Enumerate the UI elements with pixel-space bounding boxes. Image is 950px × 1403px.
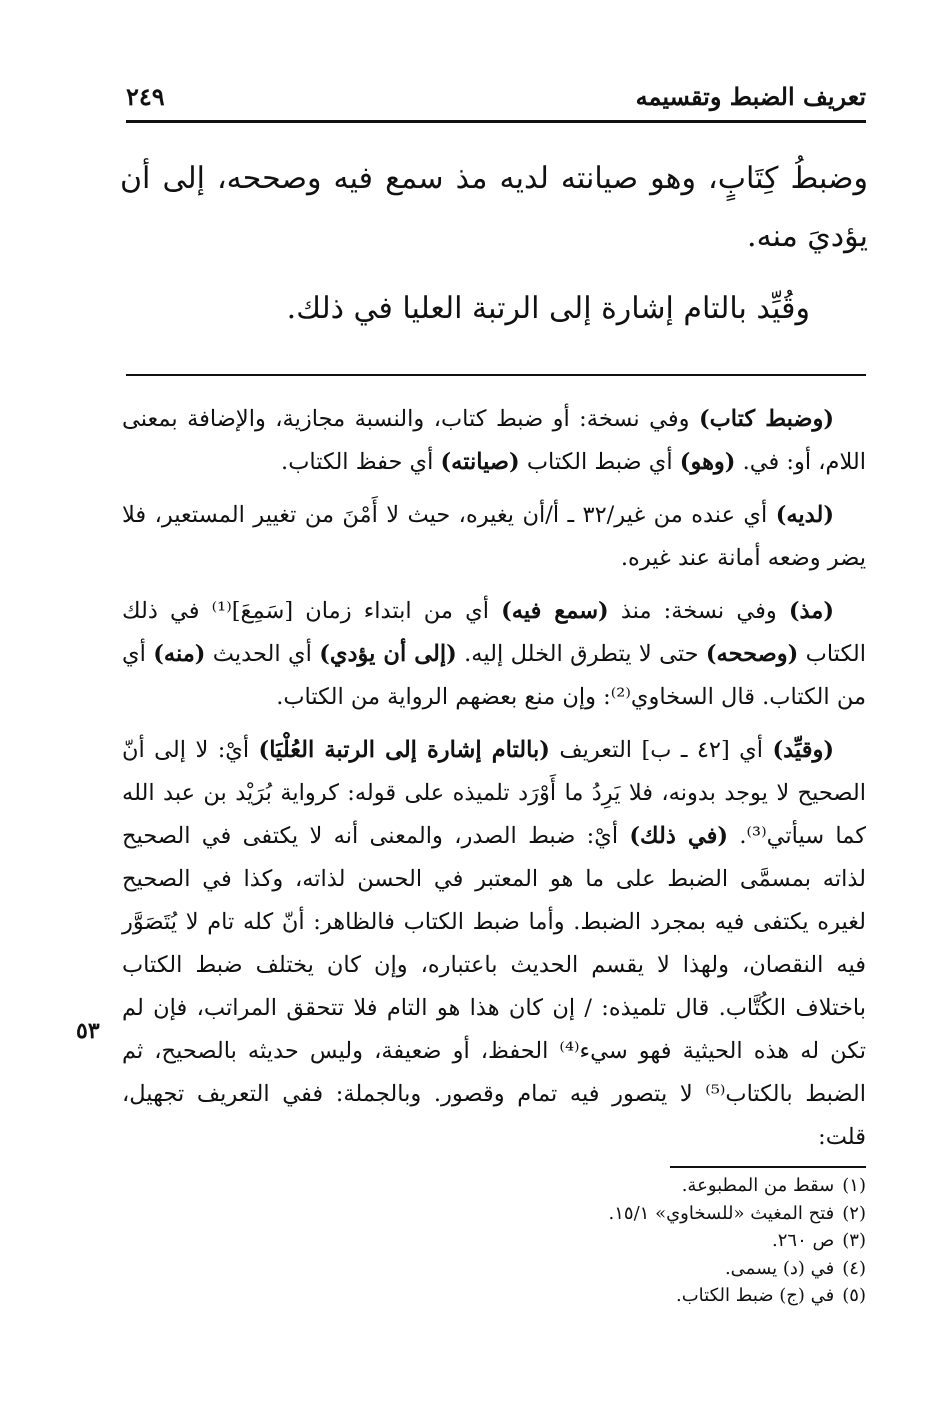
commentary-text: أي عنده من غير/٣٢ ـ أ/أن يغيره، حيث لا أَمْنَ من تغيير المستعير، فلا يضر وضعه أمانة عند غيره. (122, 502, 866, 571)
commentary-paragraph (122, 494, 866, 580)
main-paragraph-2: وقُيِّد بالتام إشارة إلى الرتبة العليا في ذلك. (286, 291, 810, 326)
footnote (420, 1227, 866, 1255)
footnote (420, 1200, 866, 1228)
footnotes (420, 1172, 866, 1310)
footnote-text: في (د) يسمى. (724, 1257, 835, 1279)
footnote-number: (٣) (842, 1230, 866, 1251)
margin-folio-number: ٥٣ (76, 1018, 100, 1044)
footnote-text: سقط من المطبوعة. (681, 1175, 835, 1196)
commentary-text: أي ضبط الكتاب (519, 449, 680, 475)
footnote-divider (670, 1166, 866, 1168)
commentary-paragraph (122, 398, 866, 484)
commentary-paragraph (122, 729, 866, 1159)
bold-quote: (سمع فيه) (501, 598, 609, 624)
footnote-number: (٢) (842, 1202, 866, 1224)
bold-quote: (منه) (153, 641, 206, 667)
footnote-text: فتح المغيث «للسخاوي» ١٥/١. (608, 1202, 835, 1224)
commentary-text: وفي نسخة: أو ضبط كتاب، والنسبة مجازية، والإضافة بمعنى اللام، أو: في. (122, 406, 866, 475)
commentary-text: أي من الكتاب. قال السخاوي⁽²⁾: وإن منع بعضهم الرواية من الكتاب. (122, 641, 866, 710)
footnote (420, 1282, 866, 1310)
footnote-number: (٤) (842, 1257, 866, 1279)
commentary-text: أي من ابتداء زمان [سَمِعَ]⁽¹⁾ في ذلك الكتاب (122, 598, 866, 667)
footnote (420, 1172, 866, 1200)
commentary-text: أي [٤٢ ـ ب] التعريف (549, 737, 773, 763)
bold-quote: (صيانته) (440, 449, 520, 475)
commentary-divider (126, 374, 866, 376)
running-title: تعريف الضبط وتقسيمه (635, 82, 866, 111)
footnote (420, 1255, 866, 1283)
bold-quote: (وهو) (679, 449, 736, 475)
commentary-text: حتى لا يتطرق الخلل إليه. (456, 641, 706, 667)
main-text (120, 150, 868, 338)
commentary-text: أي الحديث (205, 641, 320, 667)
bold-quote: (لديه) (775, 502, 834, 528)
commentary-text: وفي نسخة: منذ (608, 598, 789, 624)
footnote-text: في (ج) ضبط الكتاب. (676, 1285, 835, 1306)
bold-quote: (بالتام إشارة إلى الرتبة العُلْيَا) (258, 737, 550, 763)
commentary (122, 398, 866, 1169)
footnote-number: (١) (842, 1175, 866, 1196)
page-number: ٢٤٩ (126, 82, 165, 111)
commentary-text: أيْ: لا إلى أنّ الصحيح لا يوجد بدونه، فلا يَرِدُ ما أَوْرَد تلميذه على قوله: كرواية بُرَيْد بن عبد الله كما سيأتي⁽³⁾. (122, 737, 866, 849)
bold-quote: (وقيِّد) (772, 737, 834, 763)
page-header (126, 74, 866, 123)
main-paragraph-1: وضبطُ كِتَابٍ، وهو صيانته لديه مذ سمع فيه وصححه، إلى أن يؤديَ منه. (120, 161, 868, 254)
commentary-text: أيْ: ضبط الصدر، والمعنى أنه لا يكتفى في الصحيح لذاته بمسمَّى الضبط على ما هو المعتبر في الحسن لذاته، وكذا في الصحيح لغيره يكتفى فيه بمجرد الضبط. وأما ضبط الكتاب فالظاهر: أنّ كله تام لا يُتَصَوَّر فيه النقصان، ولهذا لا يقسم الحديث باعتباره، وإن كان يختلف ضبط الكتاب باختلاف الكُتَّاب. قال تلميذه: / إن كان هذا هو التام فلا تتحقق المراتب، فإن لم تكن له هذه الحيثية فهو سيء⁽⁴⁾ الحفظ، أو ضعيفة، وليس حديثه بالصحيح، ثم الضبط بالكتاب⁽⁵⁾ لا يتصور فيه تمام وقصور. وبالجملة: ففي التعريف تجهيل، قلت: (122, 823, 867, 1150)
commentary-text: أي حفظ الكتاب. (281, 449, 441, 475)
bold-quote: (في ذلك) (629, 823, 729, 849)
bold-quote: (وضبط كتاب) (698, 406, 835, 432)
bold-quote: (مذ) (788, 598, 834, 624)
bold-quote: (إلى أن يؤدي) (319, 641, 457, 667)
bold-quote: (وصححه) (705, 641, 799, 667)
commentary-paragraph (122, 590, 866, 719)
footnote-number: (٥) (842, 1285, 866, 1306)
footnote-text: ص ٢٦٠. (772, 1230, 835, 1251)
